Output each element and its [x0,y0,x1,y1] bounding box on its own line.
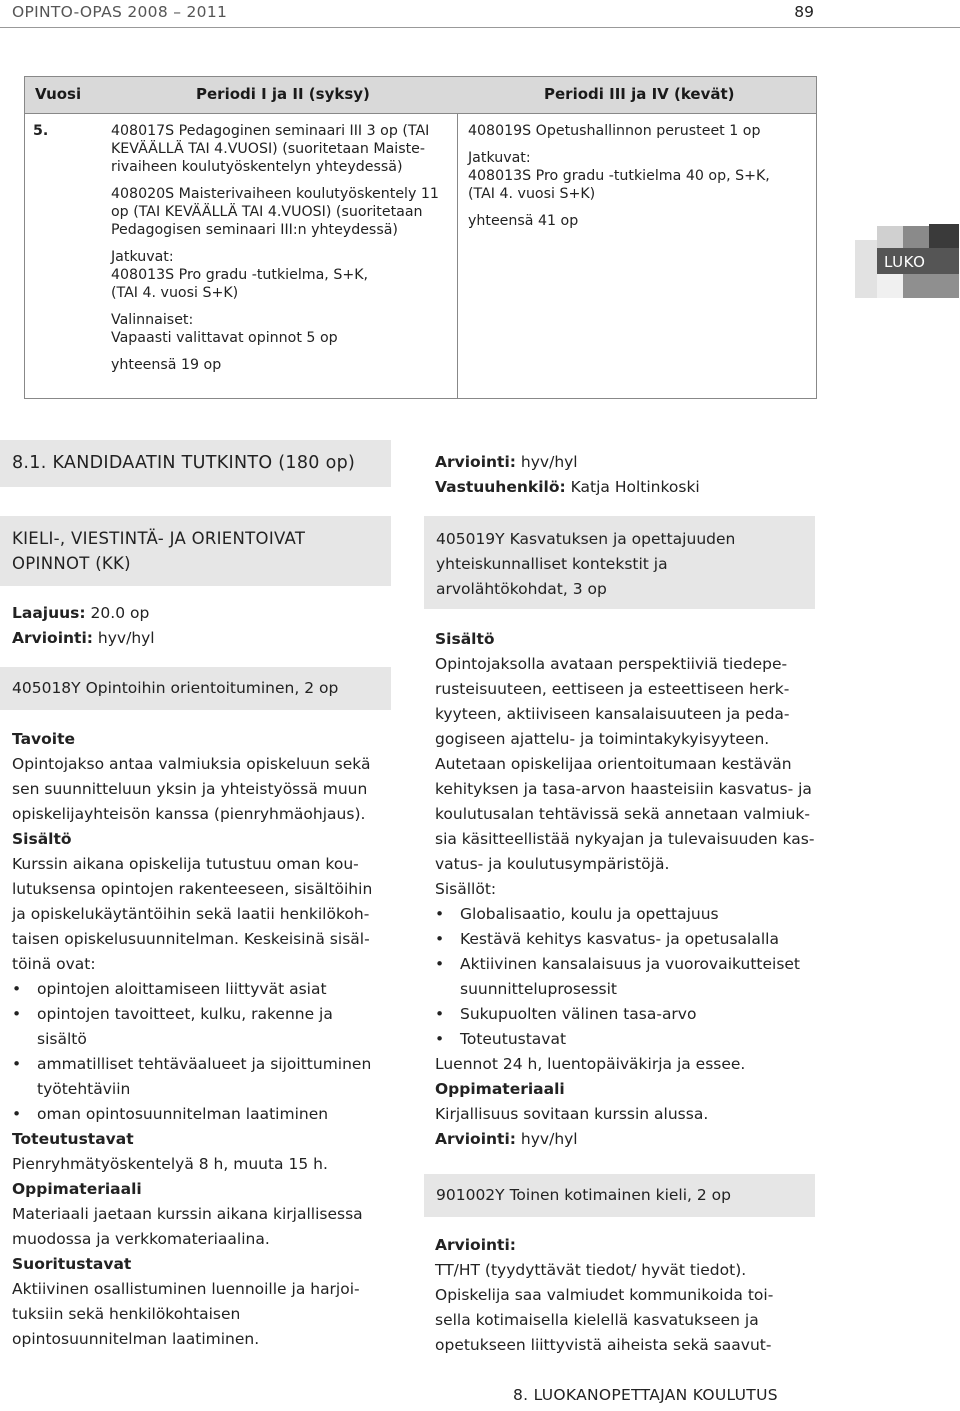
luko-tab-label: LUKO [884,253,926,271]
contents-label: Sisällöt: [435,880,497,898]
list-item: • opintojen aloittamiseen liittyvät asiat [12,977,392,1002]
material-heading: Oppimateriaali [435,1080,565,1098]
lecture-text: Luennot 24 h, luentopäiväkirja ja essee. [435,1055,746,1073]
content-text: Opintojaksolla avataan perspektiiviä tiedepe- rusteisuuteen, eettiseen ja esteettiseen herk- kyyteen, aktiiviseen kansalaisuuteen ja peda- gogiseen ajattelu- ja toimintakykyisyyteen. Autetaan opiskelijaa orientoitumaan kestävän kehityksen ja tasa-arvon haasteisiin kasvatus- ja koulutusalan tehtävissä sekä annetaan valmiuk- sia käsitteellistää nykyajan ja tulevaisuuden kas- vatus- ja koulutusympäristöjä. [435,655,815,873]
content-text: Kurssin aikana opiskelija tutustuu oman kou- lutuksensa opintojen rakenteeseen, sisältöihin ja opiskelukäytäntöihin sekä laatii henkilökoh- taisen opiskelusuunnitelman. Keskeisinä sisäl- töinä ovat: [12,855,373,973]
spring-total: yhteensä 41 op [468,213,579,229]
group-meta [12,601,392,651]
responsible-value: Katja Holtinkoski [570,478,700,496]
list-item: • Aktiivinen kansalaisuus ja vuorovaikutteiset suunnitteluprosessit [435,952,815,1002]
spring-course: 408019S Opetushallinnon perusteet 1 op [468,123,761,139]
list-item: • Globalisaatio, koulu ja opettajuus [435,902,815,927]
autumn-total: yhteensä 19 op [111,357,222,373]
scope-value: 20.0 op [90,604,150,622]
eval-heading: Arviointi: [435,1236,516,1254]
list-item: • Kestävä kehitys kasvatus- ja opetusalalla [435,927,815,952]
section-title: 8.1. KANDIDAATIN TUTKINTO (180 op) [12,453,356,473]
table-header [25,77,816,113]
eval-value: hyv/hyl [520,453,578,471]
autumn-course-1: 408017S Pedagoginen seminaari III 3 op (TAI KEVÄÄLLÄ TAI 4.VUOSI) (suoritetaan Maiste- rivaiheen koulutyöskentelyn yhteydessä) [111,123,430,175]
row-year: 5. [33,123,49,139]
left-course-body [12,727,392,1352]
autumn-course-2: 408020S Maisterivaiheen koulutyöskentely 11 op (TAI KEVÄÄLLÄ TAI 4.VUOSI) (suoritetaan Pedagogisen seminaari III:n yhteydessä) [111,186,439,238]
course-title: 405018Y Opintoihin orientoituminen, 2 op [12,679,339,697]
material-heading: Oppimateriaali [12,1180,142,1198]
course-title-box [0,667,391,710]
header-rule [0,27,960,28]
list-item: • oman opintosuunnitelman laatiminen [12,1102,392,1127]
eval-label: Arviointi: [12,629,93,647]
content-heading: Sisältö [435,630,495,648]
right-course-body [435,627,815,1152]
scope-label: Laajuus: [12,604,86,622]
list-item: • ammatilliset tehtäväalueet ja sijoittuminen työtehtäviin [12,1052,392,1102]
right-course2-body [435,1233,815,1358]
content-heading: Sisältö [12,830,72,848]
spring-continuing: Jatkuvat: 408013S Pro gradu -tutkielma 40 op, S+K, (TAI 4. vuosi S+K) [468,150,770,202]
eval-value: hyv/hyl [520,1130,578,1148]
list-item: • Sukupuolten välinen tasa-arvo [435,1002,815,1027]
autumn-continuing: Jatkuvat: 408013S Pro gradu -tutkielma, S+K, (TAI 4. vuosi S+K) [111,249,369,301]
spring-cell [468,122,808,239]
autumn-cell [111,122,451,383]
table-column-divider [457,113,458,398]
schedule-table [24,76,817,399]
eval-label: Arviointi: [435,453,516,471]
course-title: 405019Y Kasvatuksen ja opettajuuden yhteiskunnalliset kontekstit ja arvolähtökohdat, 3 op [436,530,736,598]
responsible-label: Vastuuhenkilö: [435,478,566,496]
autumn-electives: Valinnaiset: Vapaasti valittavat opinnot 5 op [111,312,338,346]
material-text: Kirjallisuus sovitaan kurssin alussa. [435,1105,709,1123]
right-meta [435,450,815,500]
eval-value: hyv/hyl [97,629,155,647]
goal-text: Opintojakso antaa valmiuksia opiskeluun sekä sen suunnitteluun yksin ja yhteistyössä muun opiskelijayhteisön kanssa (pienryhmäohjaus). [12,755,371,823]
group-title: KIELI-, VIESTINTÄ- JA ORIENTOIVAT OPINNOT (KK) [12,529,306,573]
table-header-rule [25,113,816,114]
list-item: • opintojen tavoitteet, kulku, rakenne ja sisältö [12,1002,392,1052]
eval-text: TT/HT (tyydyttävät tiedot/ hyvät tiedot). Opiskelija saa valmiudet kommunikoida toi- sella kotimaisella kielellä kasvatukseen ja opetukseen liittyvistä aiheista sekä saavut- [435,1261,774,1354]
footer-section: 8. LUOKANOPETTAJAN KOULUTUS [513,1386,778,1404]
list-item: • Toteutustavat [435,1027,815,1052]
section-title-box [0,440,391,487]
col-year-header: Vuosi [35,85,82,103]
group-title-box [0,516,391,586]
impl-text: Pienryhmätyöskentelyä 8 h, muuta 15 h. [12,1155,328,1173]
performance-heading: Suoritustavat [12,1255,132,1273]
col-autumn-header: Periodi I ja II (syksy) [196,85,370,103]
course2-title: 901002Y Toinen kotimainen kieli, 2 op [436,1186,731,1204]
impl-heading: Toteutustavat [12,1130,134,1148]
page-number: 89 [794,3,814,21]
performance-text: Aktiivinen osallistuminen luennoille ja harjoi- tuksiin sekä henkilökohtaisen opintosuunnitelman laatiminen. [12,1280,360,1348]
goal-heading: Tavoite [12,730,76,748]
material-text: Materiaali jaetaan kurssin aikana kirjallisessa muodossa ja verkkomateriaalina. [12,1205,363,1248]
eval-label: Arviointi: [435,1130,516,1148]
course-title-box [424,516,815,609]
guide-title: OPINTO-OPAS 2008 – 2011 [12,3,228,21]
col-spring-header: Periodi III ja IV (kevät) [544,85,735,103]
course2-title-box [424,1174,815,1217]
